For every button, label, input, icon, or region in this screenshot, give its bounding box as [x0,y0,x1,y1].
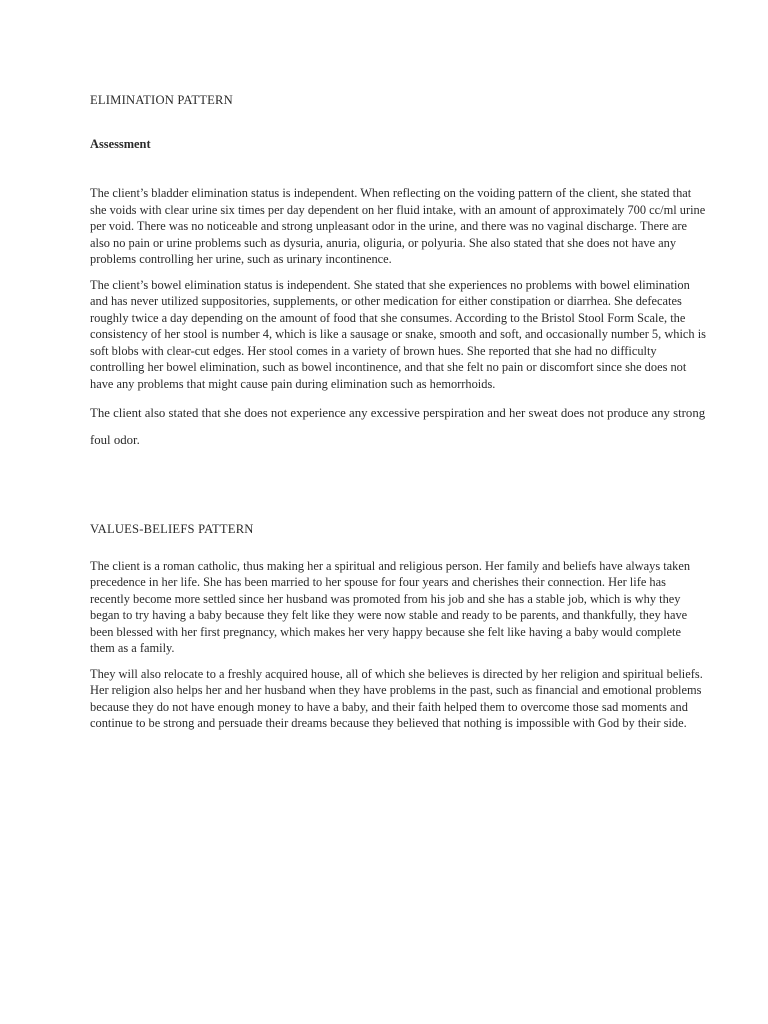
section-heading-values-beliefs: VALUES-BELIEFS PATTERN [90,522,254,536]
paragraph-religion-family: The client is a roman catholic, thus making her a spiritual and religious person. Her family and beliefs have always taken precedence in her life. She has been married to her spouse for four years and cherishes their connection. Her life has recently become more settled since her husband was promoted from his job and she has a stable job, which is why they began to try having a baby because they felt like they were now stable and ready to be parents, and thankfully, they have been blessed with her first pregnancy, which makes her very happy because she felt like having a baby would complete them as a family. [90,558,691,655]
section-heading-elimination: ELIMINATION PATTERN [90,93,233,107]
paragraph-bowel-elimination: The client’s bowel elimination status is independent. She stated that she experiences no problems with bowel elimination and has never utilized suppositories, supplements, or other medication for either constipation or diarrhea. She defecates roughly twice a day depending on the amount of food that she consumes. According to the Bristol Stool Form Scale, the consistency of her stool is number 4, which is like a sausage or snake, smooth and soft, and occasionally number 5, which is soft blobs with clear-cut edges. Her stool comes in a variety of brown hues. She reported that she had no difficulty controlling her bowel elimination, such as bowel incontinence, and that she felt no pain or discomfort since she does not have any problems that might cause pain during elimination such as hemorrhoids. [90,277,706,391]
paragraph-relocation-faith: They will also relocate to a freshly acquired house, all of which she believes is directed by her religion and spiritual beliefs. Her religion also helps her and her husband when they have problems in the past, such as financial and emotional problems because they do not have enough money to have a baby, and their faith helped them to overcome those sad moments and continue to be strong and persuade their dreams because they believed that nothing is impossible with God by their side. [90,666,703,730]
paragraph-bladder-elimination: The client’s bladder elimination status is independent. When reflecting on the voiding pattern of the client, she stated that she voids with clear urine six times per day dependent on her fluid intake, with an amount of approximately 700 cc/ml urine per void. There was no noticeable and strong unpleasant odor in the urine, and there was no vaginal discharge. There are also no pain or urine problems such as dysuria, anuria, oliguria, or polyuria. She also stated that she does not have any problems controlling her urine, such as urinary incontinence. [90,186,706,266]
paragraph-perspiration: The client also stated that she does not experience any excessive perspiration and her sweat does not produce any strong foul odor. [90,406,706,447]
subheading-assessment: Assessment [90,136,151,151]
document-page [90,92,708,732]
